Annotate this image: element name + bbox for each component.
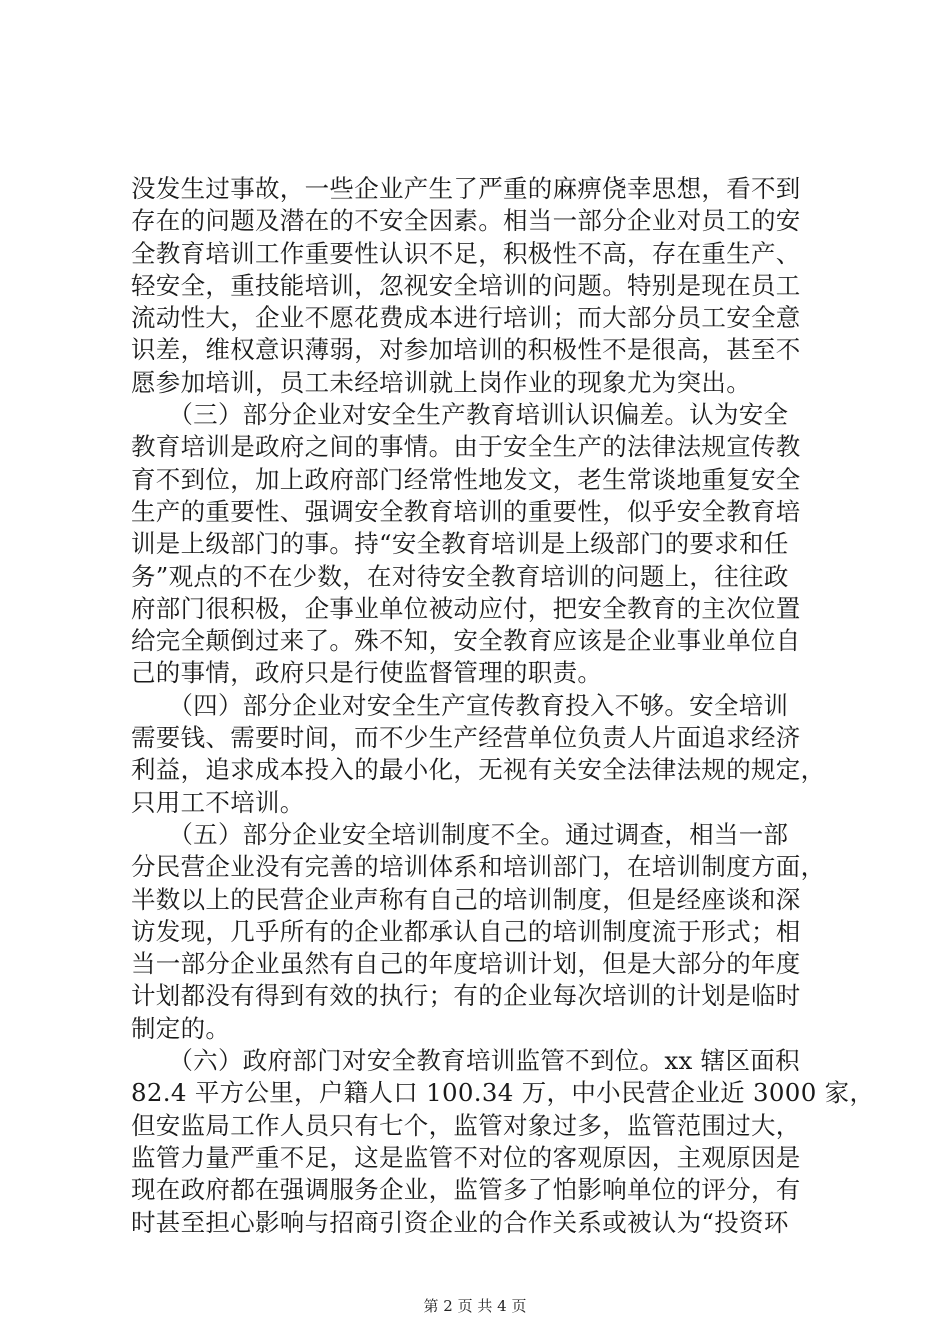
text-line: 制定的。 <box>131 1013 231 1043</box>
paragraph-section-4 <box>131 690 831 819</box>
text-line: （四）部分企业对安全生产宣传教育投入不够。安全培训 <box>131 690 789 720</box>
text-line: 分民营企业没有完善的培训体系和培训部门，在培训制度方面， <box>131 852 826 882</box>
paragraph-1 <box>131 173 831 399</box>
text-line: 流动性大，企业不愿花费成本进行培训；而大部分员工安全意 <box>131 303 801 333</box>
text-line: 当一部分企业虽然有自己的年度培训计划，但是大部分的年度 <box>131 949 801 979</box>
text-line: 但安监局工作人员只有七个，监管对象过多，监管范围过大， <box>131 1110 801 1140</box>
text-line: 全教育培训工作重要性认识不足，积极性不高，存在重生产、 <box>131 238 801 268</box>
text-line: 需要钱、需要时间，而不少生产经营单位负责人片面追求经济 <box>131 723 801 753</box>
paragraph-section-6 <box>131 1045 875 1239</box>
text-line: 教育培训是政府之间的事情。由于安全生产的法律法规宣传教 <box>131 432 801 462</box>
text-line: 监管力量严重不足，这是监管不对位的客观原因，主观原因是 <box>131 1142 801 1172</box>
text-line: 务”观点的不在少数，在对待安全教育培训的问题上，往往政 <box>131 561 789 591</box>
text-line: 时甚至担心影响与招商引资企业的合作关系或被认为“投资环 <box>131 1207 789 1237</box>
text-line: 访发现，几乎所有的企业都承认自己的培训制度流于形式；相 <box>131 916 801 946</box>
text-line: 育不到位，加上政府部门经常性地发文，老生常谈地重复安全 <box>131 464 801 494</box>
text-line: 愿参加培训，员工未经培训就上岗作业的现象尤为突出。 <box>131 367 751 397</box>
text-line: 府部门很积极，企事业单位被动应付，把安全教育的主次位置 <box>131 593 801 623</box>
text-line: 利益，追求成本投入的最小化，无视有关安全法律法规的规定， <box>131 755 826 785</box>
text-line: 存在的问题及潜在的不安全因素。相当一部分企业对员工的安 <box>131 206 801 236</box>
text-line: 生产的重要性、强调安全教育培训的重要性，似乎安全教育培 <box>131 496 801 526</box>
text-line: 没发生过事故，一些企业产生了严重的麻痹侥幸思想，看不到 <box>131 174 801 203</box>
paragraph-section-5 <box>131 819 831 1045</box>
text-line: 训是上级部门的事。持“安全教育培训是上级部门的要求和任 <box>131 529 789 559</box>
paragraph-section-3 <box>131 399 831 690</box>
document-body <box>131 173 875 1239</box>
text-line: （三）部分企业对安全生产教育培训认识偏差。认为安全 <box>131 400 789 430</box>
text-line: （六）政府部门对安全教育培训监管不到位。xx 辖区面积 <box>131 1046 800 1076</box>
text-line: 识差，维权意识薄弱，对参加培训的积极性不是很高，甚至不 <box>131 335 801 365</box>
page-footer <box>0 1295 950 1316</box>
text-line: 半数以上的民营企业声称有自己的培训制度，但是经座谈和深 <box>131 884 801 914</box>
text-line: 计划都没有得到有效的执行；有的企业每次培训的计划是临时 <box>131 981 801 1011</box>
text-line: 82.4 平方公里，户籍人口 100.34 万，中小民营企业近 3000 家， <box>131 1078 875 1108</box>
text-line: （五）部分企业安全培训制度不全。通过调查，相当一部 <box>131 819 789 849</box>
page-number: 第 2 页 共 4 页 <box>423 1297 527 1315</box>
text-line: 己的事情，政府只是行使监督管理的职责。 <box>131 658 603 688</box>
text-line: 轻安全，重技能培训，忽视安全培训的问题。特别是现在员工 <box>131 270 801 300</box>
text-line: 现在政府都在强调服务企业，监管多了怕影响单位的评分，有 <box>131 1175 801 1205</box>
text-line: 只用工不培训。 <box>131 787 305 817</box>
text-line: 给完全颠倒过来了。殊不知，安全教育应该是企业事业单位自 <box>131 626 801 656</box>
